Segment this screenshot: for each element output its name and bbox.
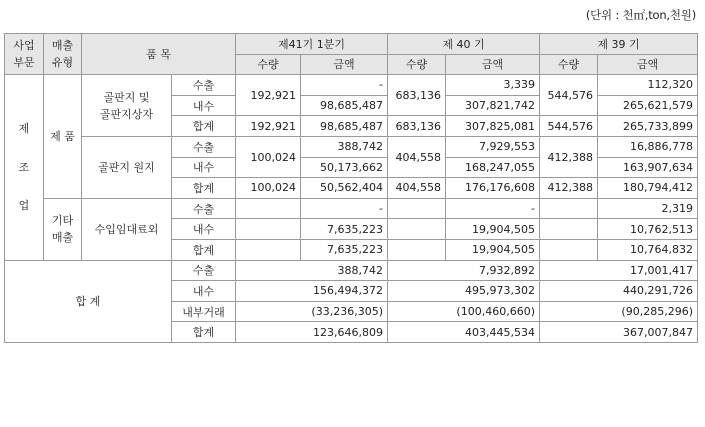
amount-cell: 403,445,534 — [388, 322, 540, 343]
amount-cell: 7,635,223 — [301, 219, 388, 240]
row-label: 합계 — [172, 116, 236, 137]
row-label: 수출 — [172, 260, 236, 281]
amount-cell: - — [446, 198, 540, 219]
qty-cell: 192,921 — [236, 75, 301, 116]
qty-cell: 404,558 — [388, 136, 446, 177]
qty-cell: 192,921 — [236, 116, 301, 137]
header-amount: 금액 — [301, 54, 388, 75]
qty-cell: 683,136 — [388, 116, 446, 137]
amount-cell: 123,646,809 — [236, 322, 388, 343]
amount-cell: 2,319 — [598, 198, 698, 219]
amount-cell: 19,904,505 — [446, 239, 540, 260]
amount-cell: 265,621,579 — [598, 95, 698, 116]
amount-cell: 7,635,223 — [301, 239, 388, 260]
amount-cell: 367,007,847 — [540, 322, 698, 343]
header-period-41: 제41기 1분기 — [236, 34, 388, 55]
amount-cell: 112,320 — [598, 75, 698, 96]
row-label: 수출 — [172, 136, 236, 157]
item-name: 골판지 원지 — [82, 136, 172, 198]
amount-cell: 50,562,404 — [301, 178, 388, 199]
amount-cell: 388,742 — [301, 136, 388, 157]
amount-cell: 307,821,742 — [446, 95, 540, 116]
amount-cell: 50,173,662 — [301, 157, 388, 178]
qty-cell — [540, 239, 598, 260]
qty-cell — [236, 239, 301, 260]
qty-cell: 404,558 — [388, 178, 446, 199]
row-label: 합계 — [172, 239, 236, 260]
qty-cell — [388, 219, 446, 240]
header-qty: 수량 — [388, 54, 446, 75]
row-label: 내수 — [172, 157, 236, 178]
qty-cell: 412,388 — [540, 178, 598, 199]
row-label: 내수 — [172, 95, 236, 116]
row-label: 내수 — [172, 281, 236, 302]
header-qty: 수량 — [236, 54, 301, 75]
header-period-40: 제 40 기 — [388, 34, 540, 55]
qty-cell — [540, 198, 598, 219]
amount-cell: 388,742 — [236, 260, 388, 281]
qty-cell: 100,024 — [236, 178, 301, 199]
qty-cell: 100,024 — [236, 136, 301, 177]
header-period-39: 제 39 기 — [540, 34, 698, 55]
amount-cell: (100,460,660) — [388, 301, 540, 322]
row-label: 합계 — [172, 322, 236, 343]
header-item: 품 목 — [82, 34, 236, 75]
amount-cell: 7,932,892 — [388, 260, 540, 281]
table-row — [5, 75, 698, 96]
header-qty: 수량 — [540, 54, 598, 75]
row-label: 내수 — [172, 219, 236, 240]
row-label: 수출 — [172, 75, 236, 96]
item-name: 골판지 및 골판지상자 — [82, 75, 172, 137]
qty-cell — [388, 198, 446, 219]
amount-cell: 3,339 — [446, 75, 540, 96]
unit-note: (단위 : 천㎡,ton,천원) — [585, 8, 696, 22]
qty-cell: 544,576 — [540, 75, 598, 116]
amount-cell: 168,247,055 — [446, 157, 540, 178]
header-amount: 금액 — [446, 54, 540, 75]
sales-type-other: 기타 매출 — [44, 198, 82, 260]
table-row — [5, 198, 698, 219]
qty-cell — [540, 219, 598, 240]
amount-cell: 440,291,726 — [540, 281, 698, 302]
amount-cell: 98,685,487 — [301, 95, 388, 116]
amount-cell: (90,285,296) — [540, 301, 698, 322]
row-label: 합계 — [172, 178, 236, 199]
amount-cell: 10,764,832 — [598, 239, 698, 260]
amount-cell: 98,685,487 — [301, 116, 388, 137]
qty-cell — [388, 239, 446, 260]
amount-cell: 495,973,302 — [388, 281, 540, 302]
amount-cell: 17,001,417 — [540, 260, 698, 281]
amount-cell: 10,762,513 — [598, 219, 698, 240]
header-sales-type: 매출 유형 — [44, 34, 82, 75]
segment-cell: 제 조 업 — [5, 75, 44, 260]
total-label: 합 계 — [5, 260, 172, 342]
total-row — [5, 260, 698, 281]
amount-cell: 265,733,899 — [598, 116, 698, 137]
qty-cell: 412,388 — [540, 136, 598, 177]
sales-table — [4, 33, 698, 343]
amount-cell: 180,794,412 — [598, 178, 698, 199]
item-name: 수입임대료외 — [82, 198, 172, 260]
qty-cell — [236, 198, 301, 219]
sales-type-product: 제 품 — [44, 75, 82, 199]
amount-cell: (33,236,305) — [236, 301, 388, 322]
header-row-1 — [5, 34, 698, 55]
amount-cell: 156,494,372 — [236, 281, 388, 302]
amount-cell: - — [301, 198, 388, 219]
amount-cell: 19,904,505 — [446, 219, 540, 240]
row-label: 내부거래 — [172, 301, 236, 322]
row-label: 수출 — [172, 198, 236, 219]
qty-cell: 683,136 — [388, 75, 446, 116]
amount-cell: 7,929,553 — [446, 136, 540, 157]
qty-cell — [236, 219, 301, 240]
header-amount: 금액 — [598, 54, 698, 75]
amount-cell: 307,825,081 — [446, 116, 540, 137]
amount-cell: 176,176,608 — [446, 178, 540, 199]
header-segment: 사업 부문 — [5, 34, 44, 75]
amount-cell: 163,907,634 — [598, 157, 698, 178]
amount-cell: - — [301, 75, 388, 96]
amount-cell: 16,886,778 — [598, 136, 698, 157]
qty-cell: 544,576 — [540, 116, 598, 137]
table-row — [5, 136, 698, 157]
